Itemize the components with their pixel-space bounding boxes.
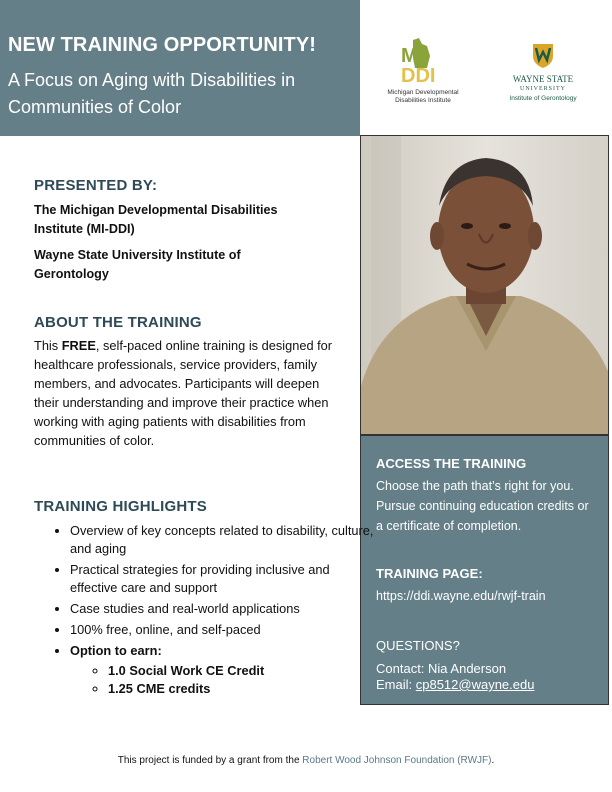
mi-ddi-logo [375, 38, 471, 110]
wsu-line2: UNIVERSITY [520, 86, 566, 92]
presenter-mi-ddi: The Michigan Developmental Disabilities Institute (MI-DDI) [34, 203, 278, 236]
list-item: • 100% free, online, and self-paced [70, 621, 380, 639]
mi-mark: MI [401, 45, 424, 67]
list-item: • Case studies and real-world applications [70, 600, 380, 618]
training-url-link[interactable]: https://ddi.wayne.edu/rwjf-train [376, 589, 546, 603]
highlights-list [34, 522, 380, 701]
svg-text:WAYNE STATE [513, 74, 574, 84]
ddi-mark: DDI [401, 65, 436, 87]
access-text: Choose the path that’s right for you. Pursue continuing education credits or a certificate of completion. [376, 479, 589, 533]
title-banner [0, 0, 360, 136]
access-heading: ACCESS THE TRAINING [376, 456, 527, 471]
senior-man-photo [360, 135, 609, 435]
presented-heading: PRESENTED BY: [34, 177, 158, 194]
list-item: • Practical strategies for providing inclusive and effective care and support [70, 561, 380, 597]
svg-text:Disabilities Institute [395, 97, 451, 104]
wsu-shield-icon [533, 44, 553, 68]
free-emphasis: FREE [61, 338, 96, 353]
mi-ddi-line1: Michigan Developmental [387, 89, 459, 96]
email-link[interactable]: cp8512@wayne.edu [415, 677, 535, 692]
funder-name: Robert Wood Johnson Foundation (RWJF) [302, 755, 492, 766]
contact-name: Contact: Nia Anderson [376, 661, 507, 676]
about-heading: ABOUT THE TRAINING [34, 314, 202, 331]
funding-footer: This project is funded by a grant from the Robert Wood Johnson Foundation (RWJF). [117, 755, 495, 766]
svg-text:DDI [401, 65, 435, 87]
access-panel [360, 435, 609, 705]
questions-heading: QUESTIONS? [376, 638, 460, 653]
training-page-heading: TRAINING PAGE: [376, 566, 483, 581]
wsu-line3: Institute of Gerontology [509, 95, 577, 102]
earn-list [70, 662, 380, 698]
headline: NEW TRAINING OPPORTUNITY! [8, 34, 317, 56]
list-item-earn: • Option to earn: ◦ 1.0 Social Work CE Credit ◦ 1.25 CME credits [70, 642, 380, 698]
email-label: Email: [376, 677, 416, 692]
subtitle: A Focus on Aging with Disabilities in Communities of Color [8, 70, 296, 117]
svg-text:Michigan Developmental [387, 89, 459, 96]
svg-text:Institute of Gerontology [509, 95, 577, 102]
presenter-wsu: Wayne State University Institute of Gerontology [34, 248, 241, 281]
svg-text:UNIVERSITY [520, 86, 566, 92]
wsu-logo [490, 40, 596, 106]
svg-text:MI [401, 45, 423, 67]
highlights-heading: TRAINING HIGHLIGHTS [34, 498, 207, 515]
sub-list-item: ◦ 1.25 CME credits [108, 680, 380, 698]
wsu-line1: WAYNE STATE [512, 74, 574, 84]
about-text: This FREE, self-paced online training is designed for healthcare professionals, service providers, family members, and advocates. Participants will deepen their understanding and improve their practice when working with aging patients with disabilities from communities of color. [34, 338, 333, 448]
contact-email-row [376, 677, 596, 693]
sub-list-item: ◦ 1.0 Social Work CE Credit [108, 662, 380, 680]
list-item: • Overview of key concepts related to disability, culture, and aging [70, 522, 380, 558]
mi-ddi-line2: Disabilities Institute [395, 97, 451, 104]
